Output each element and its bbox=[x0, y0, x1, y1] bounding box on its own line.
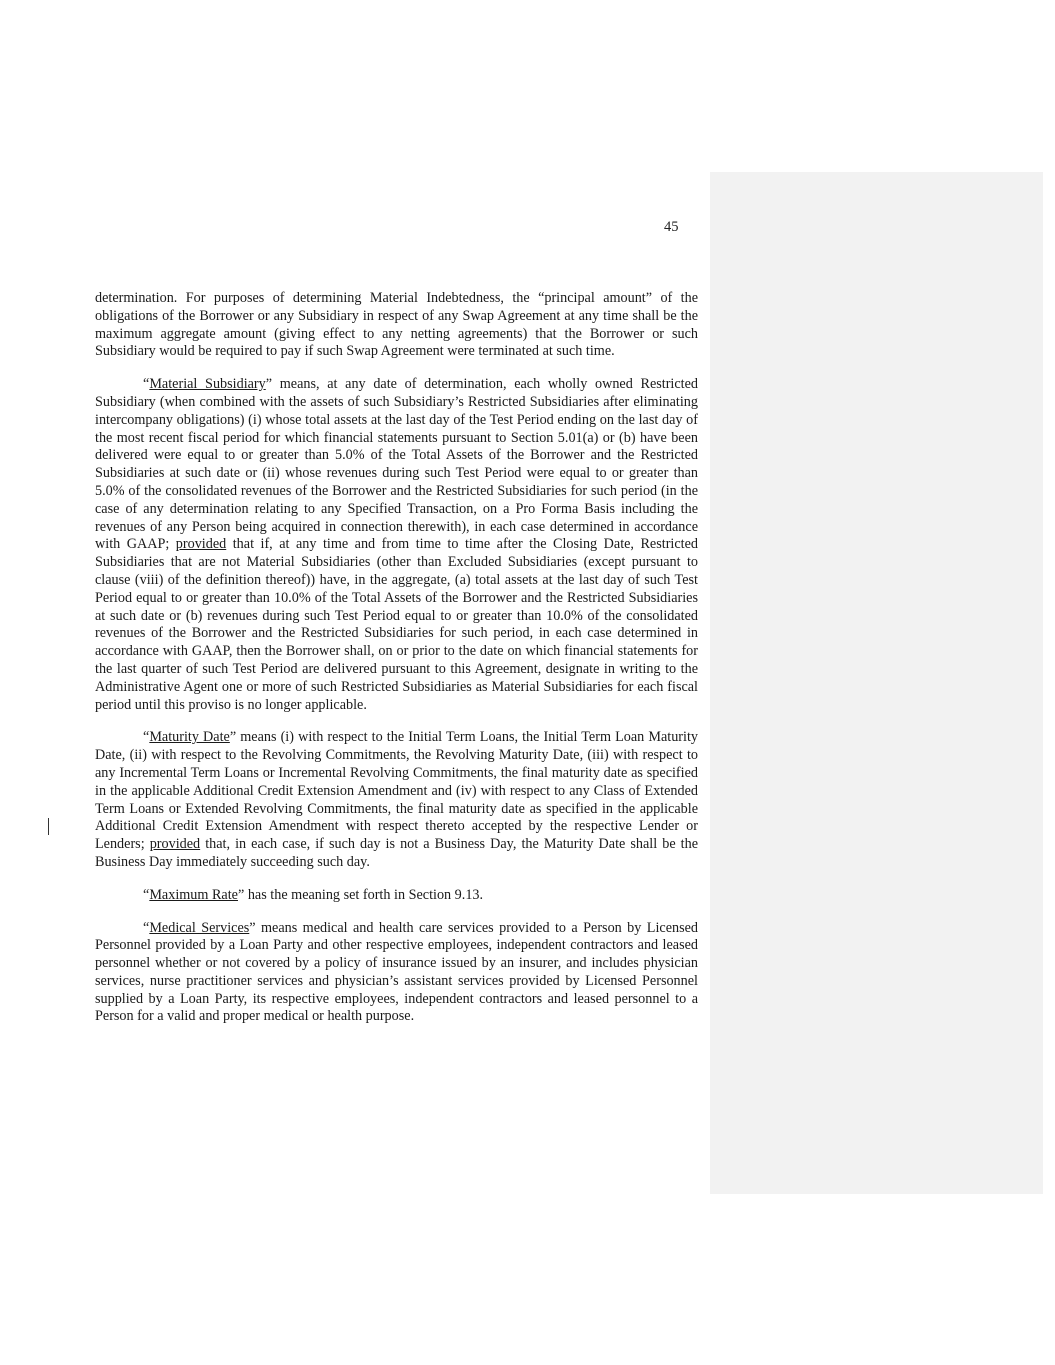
comment-pane bbox=[710, 172, 1043, 1194]
definition-maximum-rate bbox=[95, 887, 698, 905]
definition-text: ” means, at any date of determination, each wholly owned Restricted Subsidiary (when combined with the assets of such Subsidiary’s Restricted Subsidiaries after eliminating intercompany obligations) (i) whose total assets at the last day of the Test Period ending on the last day of the most recent fiscal period for which financial statements pursuant to Section 5.01(a) or (b) have been delivered were equal to or greater than 5.0% of the Total Assets of the Borrower and the Restricted Subsidiaries at such date or (ii) whose revenues during such Test Period were equal to or greater than 5.0% of the consolidated revenues of the Borrower and the Restricted Subsidiaries for such period (in the case of any determination relating to any Specified Transaction, on a Pro Forma Basis including the revenues of any Person being acquired in connection therewith), in each case determined in accordance with GAAP; bbox=[95, 376, 699, 553]
open-quote: “ bbox=[143, 729, 150, 746]
defined-term: Maturity Date bbox=[149, 729, 230, 746]
open-quote: “ bbox=[143, 919, 150, 936]
definition-text-continued: that if, at any time and from time to time after the Closing Date, Restricted Subsidiaries that are not Material Subsidiaries (other than Excluded Subsidiaries (except pursuant to clause (viii) of the definition thereof)) have, in the aggregate, (a) total assets at the last day of such Test Period equal to or greater than 10.0% of the Total Assets of the Borrower and the Restricted Subsidiaries at such date or (b) revenues during such Test Period equal to or greater than 10.0% of the consolidated revenues of the Borrower and the Restricted Subsidiaries for such period, in each case determined in accordance with GAAP, then the Borrower shall, on or prior to the date on which financial statements for the last quarter of such Test Period are delivered pursuant to this Agreement, designate in writing to the Administrative Agent one or more of such Restricted Subsidiaries as Material Subsidiaries for each fiscal period until this proviso is no longer applicable. bbox=[95, 536, 698, 713]
document-body bbox=[95, 290, 698, 1026]
change-bar bbox=[48, 818, 49, 835]
definition-maturity-date bbox=[95, 729, 698, 871]
paragraph-text: determination. For purposes of determining Material Indebtedness, the “principal amount” of the obligations of the Borrower or any Subsidiary in respect of any Swap Agreement at any time shall be the maximum aggregate amount (giving effect to any netting agreements) that the Borrower or such Subsidiary would be required to pay if such Swap Agreement were terminated at such time. bbox=[95, 290, 698, 360]
defined-term: Material Subsidiary bbox=[149, 376, 266, 393]
open-quote: “ bbox=[143, 886, 150, 903]
open-quote: “ bbox=[143, 376, 150, 393]
definition-text: ” has the meaning set forth in Section 9.13. bbox=[237, 886, 484, 903]
paragraph-material-indebtedness-continuation bbox=[95, 290, 698, 361]
definition-medical-services bbox=[95, 920, 698, 1027]
definition-text: ” means medical and health care services provided to a Person by Licensed Personnel provided by a Loan Party and other respective employees, independent contractors and leased personnel whether or not covered by a policy of insurance issued by an insurer, and includes physician services, nurse practitioner services and physician’s assistant services provided by Licensed Personnel supplied by a Loan Party, its respective employees, independent contractors and leased personnel to a Person for a valid and proper medical or health purpose. bbox=[95, 919, 699, 1025]
page-number: 45 bbox=[664, 219, 679, 235]
provided-term: provided bbox=[175, 536, 227, 553]
definition-text-continued: the final maturity date as specified in the applicable Additional Credit Extension Amendment with respect thereto accepted by the respective Lender or Lenders; bbox=[95, 800, 698, 853]
definition-material-subsidiary bbox=[95, 376, 698, 714]
definition-text-end: that, in each case, if such day is not a Business Day, the Maturity Date shall be the Business Day immediately succeeding such day. bbox=[95, 836, 699, 870]
defined-term: Maximum Rate bbox=[149, 886, 238, 903]
provided-term: provided bbox=[149, 836, 201, 853]
definition-text: ” means (i) with respect to the Initial Term Loans, the Initial Term Loan Maturity Date, (ii) with respect to the Revolving Commitments, the Revolving Maturity Date, (iii) with respect to any Incremental Term Loans or Incremental Revolving Commitments, the final maturity date as specified in the applicable Additional Credit Extension Amendment and (iv) with respect to any Class of Extended Term Loans or Extended Revolving Commitments, bbox=[95, 729, 698, 817]
defined-term: Medical Services bbox=[149, 919, 250, 936]
